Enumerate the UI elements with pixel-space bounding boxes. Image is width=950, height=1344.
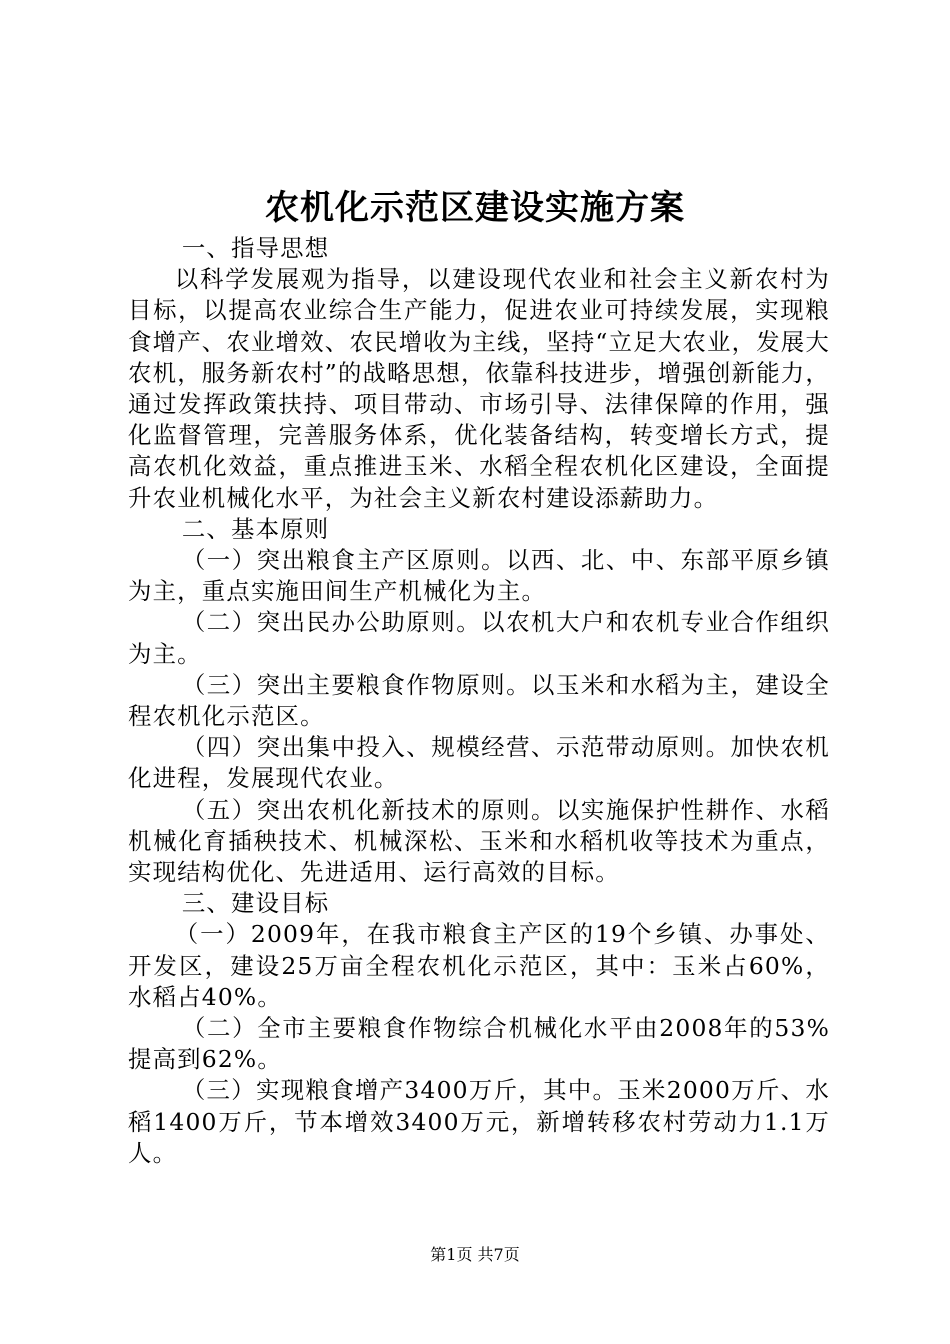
goal-item-1: （一）2009年，在我市粮食主产区的19个乡镇、办事处、开发区，建设25万亩全程农机化示范区，其中：玉米占60%，水稻占40%。 (128, 920, 830, 1011)
page-footer: 第1页 共7页 (430, 1245, 520, 1264)
section-heading-basic-principles: 二、基本原则 (181, 514, 330, 543)
principle-item-2: （二）突出民办公助原则。以农机大户和农机专业合作组织为主。 (128, 608, 830, 668)
principle-item-1: （一）突出粮食主产区原则。以西、北、中、东部平原乡镇为主，重点实施田间生产机械化为主。 (128, 546, 830, 606)
principle-item-3: （三）突出主要粮食作物原则。以玉米和水稻为主，建设全程农机化示范区。 (128, 670, 830, 731)
document-title: 农机化示范区建设实施方案 (265, 188, 685, 228)
document-body (128, 233, 830, 1169)
principle-item-4: （四）突出集中投入、规模经营、示范带动原则。加快农机化进程，发展现代农业。 (128, 733, 830, 793)
section-heading-construction-goals: 三、建设目标 (181, 889, 330, 918)
goal-item-2: （二）全市主要粮食作物综合机械化水平由2008年的53%提高到62%。 (128, 1014, 830, 1074)
goal-item-3: （三）实现粮食增产3400万斤，其中。玉米2000万斤、水稻1400万斤，节本增效3400万元，新增转移农村劳动力1.1万人。 (128, 1076, 830, 1167)
paragraph-guiding-ideology: 以科学发展观为指导，以建设现代农业和社会主义新农村为目标，以提高农业综合生产能力，促进农业可持续发展，实现粮食增产、农业增效、农民增收为主线，坚持“立足大农业，发展大农机，服务新农村”的战略思想，依靠科技进步，增强创新能力，通过发挥政策扶持、项目带动、市场引导、法律保障的作用，强化监督管理，完善服务体系，优化装备结构，转变增长方式，提高农机化效益，重点推进玉米、水稻全程农机化区建设，全面提升农业机械化水平，为社会主义新农村建设添薪助力。 (128, 265, 830, 512)
section-heading-guiding-ideology: 一、指导思想 (181, 234, 330, 262)
principle-item-5: （五）突出农机化新技术的原则。以实施保护性耕作、水稻机械化育插秧技术、机械深松、玉米和水稻机收等技术为重点，实现结构优化、先进适用、运行高效的目标。 (128, 795, 830, 887)
